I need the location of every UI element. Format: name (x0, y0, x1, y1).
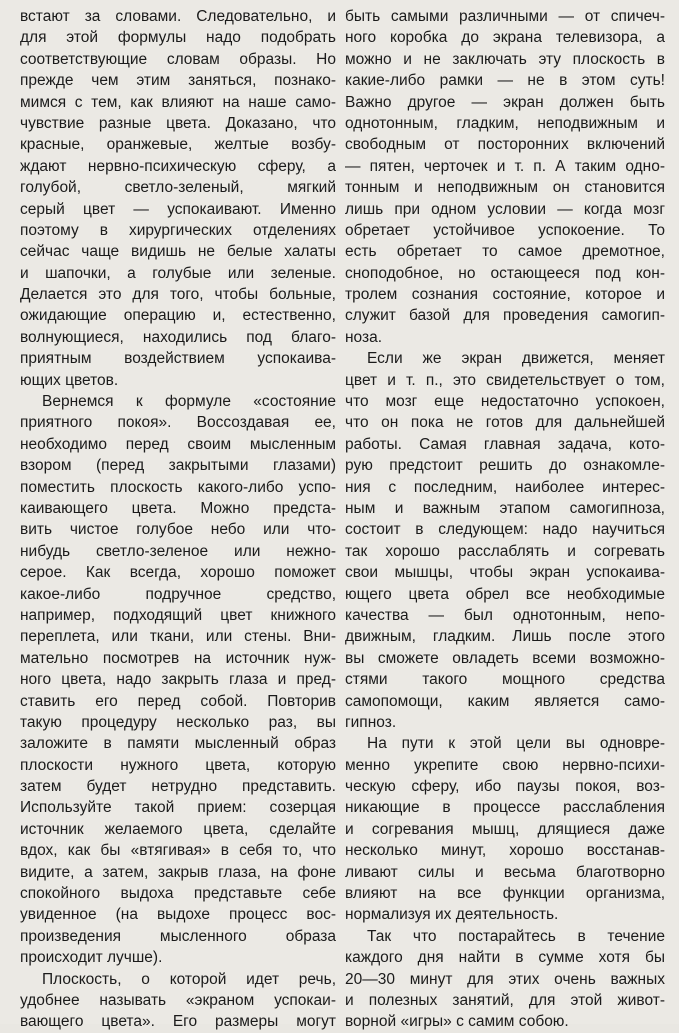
text-line: спокойного выдоха представьте себе (20, 885, 336, 903)
text-line: Используйте такой прием: созерцая (20, 799, 336, 817)
text-line: стями такого мощного средства (345, 671, 665, 689)
text-line: ноза. (345, 328, 383, 346)
text-line: Делается это для того, чтобы больные, (20, 286, 336, 304)
text-line: вдох, как бы «втягивая» в себя то, что (20, 842, 336, 860)
text-line: ворной «игры» с самим собою. (345, 1013, 569, 1031)
text-line: движным, гладким. Лишь после этого (345, 628, 665, 646)
text-line: удобнее называть «экраном успокаи- (20, 991, 336, 1009)
text-line: мимся с тем, как влияют на наше само- (20, 93, 336, 111)
text-line: есть обретает то самое дремотное, (345, 243, 665, 261)
text-line: ного цвета, надо закрыть глаза и пред- (20, 671, 336, 689)
text-line: На пути к этой цели вы одновре- (367, 735, 665, 753)
text-line: видите, а затем, закрыв глаза, на фоне (20, 863, 336, 881)
text-line: несколько минут, хорошо восстанав- (345, 842, 665, 860)
text-line: 20—30 минут для этих очень важных (345, 970, 665, 988)
text-line: ния с последним, наиболее интерес- (345, 478, 665, 496)
text-line: голубой, светло-зеленый, мягкий (20, 179, 336, 197)
text-line: каивающего цвета. Можно предста- (20, 499, 336, 517)
text-line: что мозг еще недостаточно успокоен, (345, 393, 665, 411)
text-line: сноподобное, но остающееся под кон- (345, 264, 665, 282)
text-line: ющих цветов. (20, 371, 119, 389)
text-line: такую процедуру несколько раз, вы (20, 713, 336, 731)
text-line: цвет и т. п., это свидетельствует о том, (345, 371, 665, 389)
text-line: сейчас чаще видишь не белые халаты (20, 243, 336, 261)
text-line: вы сможете овладеть всеми возможно- (345, 649, 665, 667)
text-line: ждают нервно-психическую сферу, а (20, 157, 336, 175)
text-line: вающего цвета». Его размеры могут (20, 1013, 336, 1031)
text-line: какие-либо рамки — не в этом суть! (345, 72, 665, 90)
text-line: прежде чем этим заняться, познако- (20, 72, 336, 90)
text-line: состоит в следующем: надо научиться (345, 521, 665, 539)
text-line: ного коробка до экрана телевизора, а (345, 29, 665, 47)
text-line: влияют на все функции организма, (345, 885, 665, 903)
text-line: взором (перед закрытыми глазами) (20, 457, 336, 475)
text-line: можно и не заключать эту плоскость в (345, 50, 665, 68)
text-line: никающие в процессе расслабления (345, 799, 665, 817)
text-line: и согревания мышц, длящиеся даже (345, 820, 665, 838)
text-line: рую предстоит решить до ознакомле- (345, 457, 665, 475)
text-line: обретает устойчивое успокоение. То (345, 221, 665, 239)
text-line: тонным и неподвижным он становится (345, 179, 665, 197)
text-line: поэтому в хирургических отделениях (20, 221, 336, 239)
text-line: красные, оранжевые, желтые возбу- (20, 136, 336, 154)
text-line: и шапочки, а голубые или зеленые. (20, 264, 336, 282)
text-line: увиденное (на выдохе процесс вос- (20, 906, 336, 924)
text-line: ставить его перед собой. Повторив (20, 692, 336, 710)
text-line: и полезных занятий, для этой живот- (345, 991, 665, 1009)
text-line: серый цвет — успокаивают. Именно (20, 200, 336, 218)
text-line: нибудь светло-зеленое или нежно- (20, 542, 336, 560)
text-line: ющего цвета обрел все необходимые (345, 585, 665, 603)
text-line: что он пока не готов для дальнейшей (345, 414, 665, 432)
text-line: свои мышцы, чтобы экран успокаива- (345, 564, 665, 582)
text-line: плоскости нужного цвета, которую (20, 756, 336, 774)
text-line: приятного покоя». Воссоздавая ее, (20, 414, 336, 432)
text-line: соответствующие словам образы. Но (20, 50, 336, 68)
text-line: ожидающие операцию и, естественно, (20, 307, 336, 325)
text-line: заложите в памяти мысленный образ (20, 735, 336, 753)
text-line: чувствие разные цвета. Доказано, что (20, 114, 336, 132)
text-line: источник желаемого цвета, сделайте (20, 820, 336, 838)
text-line: нормализуя их деятельность. (345, 906, 559, 924)
text-line: для этой формулы надо подобрать (20, 29, 336, 47)
text-line: встают за словами. Следовательно, и (20, 8, 336, 25)
text-line: приятным воздействием успокаива- (20, 350, 336, 368)
text-line: серое. Как всегда, хорошо поможет (20, 564, 336, 582)
text-line: лишь при одном условии — когда мозг (345, 200, 665, 218)
left-text-column (20, 6, 336, 1033)
text-line: гипноз. (345, 713, 397, 731)
text-line: например, подходящий цвет книжного (20, 606, 336, 624)
text-line: затем будет нетрудно представить. (20, 778, 336, 796)
text-line: так хорошо расслаблять и согревать (345, 542, 665, 560)
text-line: менно укрепите свою нервно-психи- (345, 756, 665, 774)
text-line: какое-либо подручное средство, (20, 585, 336, 603)
text-line: работы. Самая главная задача, кото- (345, 435, 665, 453)
text-line: необходимо перед своим мысленным (20, 435, 336, 453)
text-line: поместить плоскость какого-либо успо- (20, 478, 336, 496)
text-line: Плоскость, о которой идет речь, (42, 970, 336, 988)
text-line: ливают силы и весьма благотворно (345, 863, 665, 881)
text-line: Вернемся к формуле «состояние (42, 393, 336, 411)
text-line: однотонным, гладким, неподвижным и (345, 114, 665, 132)
text-line: переплета, или ткани, или стены. Вни- (20, 628, 336, 646)
text-line: самопомощи, каким является само- (345, 692, 665, 710)
text-line: Если же экран движется, меняет (367, 350, 665, 368)
text-line: ным и важным этапом самогипноза, (345, 499, 665, 517)
text-line: волнующиеся, находились под благо- (20, 328, 336, 346)
text-line: каждого дня найти в сумме хотя бы (345, 949, 665, 967)
text-line: свободным от посторонних включений (345, 136, 665, 154)
text-line: Так что постарайтесь в течение (367, 927, 665, 945)
text-line: вить чистое голубое небо или что- (20, 521, 336, 539)
text-line: — пятен, черточек и т. п. А таким одно- (345, 157, 665, 175)
text-line: ческую сферу, ибо паузы покоя, воз- (345, 778, 665, 796)
text-line: быть самыми различными — от спичеч- (345, 8, 665, 25)
text-line: служит базой для проведения самогип- (345, 307, 665, 325)
text-line: происходит лучше). (20, 949, 163, 967)
text-line: качества — был однотонным, непо- (345, 606, 665, 624)
text-line: Важно другое — экран должен быть (345, 93, 665, 111)
text-line: тролем сознания состояние, которое и (345, 286, 665, 304)
text-line: мательно посмотрев на источник нуж- (20, 649, 336, 667)
right-text-column (345, 6, 665, 1033)
text-line: произведения мысленного образа (20, 927, 336, 945)
